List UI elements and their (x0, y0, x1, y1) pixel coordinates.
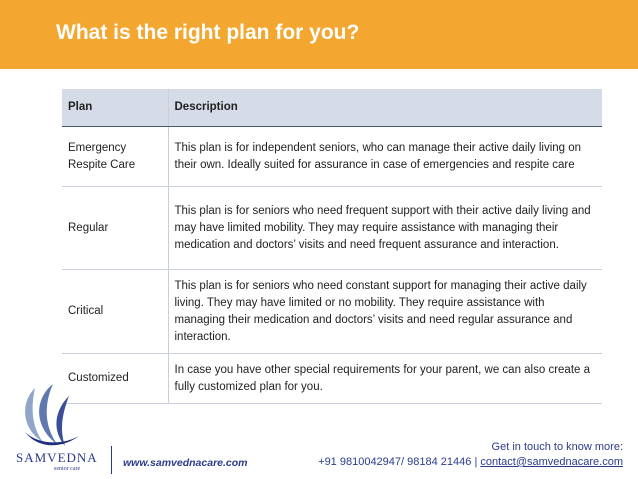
email-link[interactable]: contact@samvednacare.com (480, 456, 623, 468)
table-header-row (62, 89, 602, 127)
website-link[interactable]: www.samvednacare.com (123, 457, 248, 469)
plan-description: This plan is for seniors who need constant support for managing their active daily living. They may have limited or no mobility. They require assistance with managing their medication and doctors’ visits and need regular assurance and interaction. (168, 270, 602, 354)
phone-numbers: +91 9810042947/ 98184 21446 (318, 456, 472, 468)
plan-table (62, 89, 602, 404)
logo-wordmark: SAMVEDNA (16, 450, 98, 465)
plan-description: This plan is for seniors who need frequent support with their active daily living and may have limited mobility. They may require assistance with managing their medication and doctors’ visits and need frequent assurance and interaction. (168, 187, 602, 270)
table-row (62, 270, 602, 354)
header-band (0, 0, 638, 69)
contact-separator: | (474, 456, 478, 468)
contact-heading: Get in touch to know more: (491, 441, 623, 453)
description-column-header: Description (168, 89, 602, 127)
footer-divider (111, 446, 112, 474)
plan-name: Emergency Respite Care (62, 127, 168, 187)
plan-name: Regular (62, 187, 168, 270)
plan-column-header: Plan (62, 89, 168, 127)
plan-name: Customized (62, 354, 168, 404)
table-row (62, 354, 602, 404)
plan-name: Critical (62, 270, 168, 354)
table-row (62, 127, 602, 187)
table-row (62, 187, 602, 270)
plan-description: This plan is for independent seniors, who can manage their active daily living on their own. Ideally suited for assurance in case of emergencies and respite care (168, 127, 602, 187)
plan-description: In case you have other special requirements for your parent, we can also create a fully customized plan for you. (168, 354, 602, 404)
slide-title: What is the right plan for you? (56, 21, 360, 44)
contact-details (318, 456, 623, 468)
logo-tagline: senior care (54, 466, 81, 472)
